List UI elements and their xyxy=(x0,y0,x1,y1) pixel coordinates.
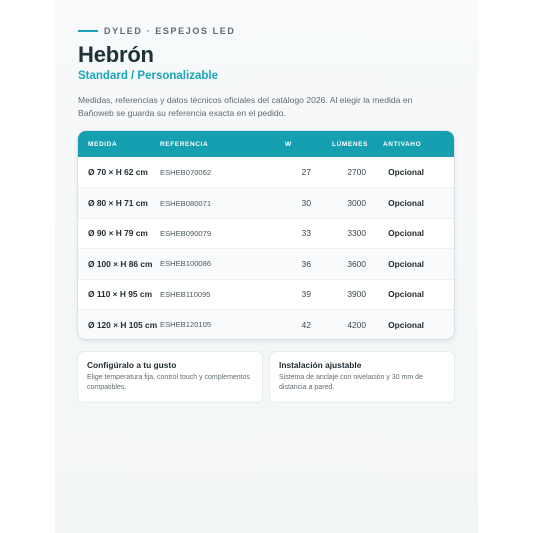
page-subtitle: Standard / Personalizable xyxy=(78,70,218,82)
cell-lumenes: 3300 xyxy=(347,228,366,239)
cell-antivaho: Opcional xyxy=(388,289,424,300)
table-row[interactable] xyxy=(78,157,454,187)
table-row[interactable] xyxy=(78,279,454,309)
cell-w: 36 xyxy=(301,258,311,269)
feature-card-instalacion xyxy=(270,352,454,402)
cell-referencia: ESHEB120105 xyxy=(160,320,212,330)
cell-medida: Ø 120 × H 105 cm xyxy=(88,319,158,330)
cell-medida: Ø 110 × H 95 cm xyxy=(88,289,153,300)
cell-antivaho: Opcional xyxy=(388,258,424,269)
page-description: Medidas, referencias y datos técnicos oficiales del catálogo 2026. Al elegir la medida en Bañoweb se guarda su referencia exacta en el pedido. xyxy=(78,95,413,118)
feature-card-title: Configúralo a tu gusto xyxy=(87,360,177,370)
table-row[interactable] xyxy=(78,309,454,339)
eyebrow xyxy=(78,25,235,37)
cell-w: 30 xyxy=(301,198,311,209)
cell-medida: Ø 80 × H 71 cm xyxy=(88,198,148,209)
feature-card-text: Elige temperatura fija, control touch y complementos compatibles. xyxy=(87,374,251,391)
table-body xyxy=(78,157,454,339)
table-row[interactable] xyxy=(78,248,454,278)
cell-w: 39 xyxy=(301,289,311,300)
eyebrow-accent-bar xyxy=(78,30,98,32)
feature-card-configuracion xyxy=(78,352,262,402)
cell-medida: Ø 90 × H 79 cm xyxy=(88,228,148,239)
column-header-w: W xyxy=(285,140,292,148)
cell-lumenes: 3000 xyxy=(347,198,366,209)
cell-lumenes: 3600 xyxy=(347,258,366,269)
table-header xyxy=(78,131,454,157)
cell-referencia: ESHEB070062 xyxy=(160,167,212,177)
cell-antivaho: Opcional xyxy=(388,319,424,330)
column-header-lumenes: LÚMENES xyxy=(332,140,368,148)
page-title: Hebrón xyxy=(78,42,154,67)
cell-antivaho: Opcional xyxy=(388,167,424,178)
feature-card-text: Sistema de anclaje con nivelación y 30 mm de distancia a pared. xyxy=(279,374,423,391)
specs-table xyxy=(78,131,454,339)
eyebrow-label: DYLED · ESPEJOS LED xyxy=(104,26,236,36)
feature-cards xyxy=(78,352,454,402)
cell-referencia: ESHEB080071 xyxy=(160,198,212,208)
cell-antivaho: Opcional xyxy=(388,198,424,209)
cell-medida: Ø 100 × H 86 cm xyxy=(88,258,153,269)
cell-lumenes: 4200 xyxy=(347,319,366,330)
column-header-medida: MEDIDA xyxy=(88,140,118,148)
table-row[interactable] xyxy=(78,218,454,248)
cell-medida: Ø 70 × H 62 cm xyxy=(88,167,148,178)
cell-lumenes: 2700 xyxy=(347,167,366,178)
cell-referencia: ESHEB110095 xyxy=(160,289,211,299)
cell-referencia: ESHEB090079 xyxy=(160,228,212,238)
cell-antivaho: Opcional xyxy=(388,228,424,239)
feature-card-title: Instalación ajustable xyxy=(279,360,362,370)
cell-w: 33 xyxy=(301,228,311,239)
cell-w: 27 xyxy=(301,167,311,178)
cell-lumenes: 3900 xyxy=(347,289,366,300)
cell-referencia: ESHEB100086 xyxy=(160,259,212,269)
column-header-referencia: REFERENCIA xyxy=(160,140,209,148)
cell-w: 42 xyxy=(301,319,311,330)
column-header-antivaho: ANTIVAHO xyxy=(383,140,422,148)
table-row[interactable] xyxy=(78,187,454,217)
